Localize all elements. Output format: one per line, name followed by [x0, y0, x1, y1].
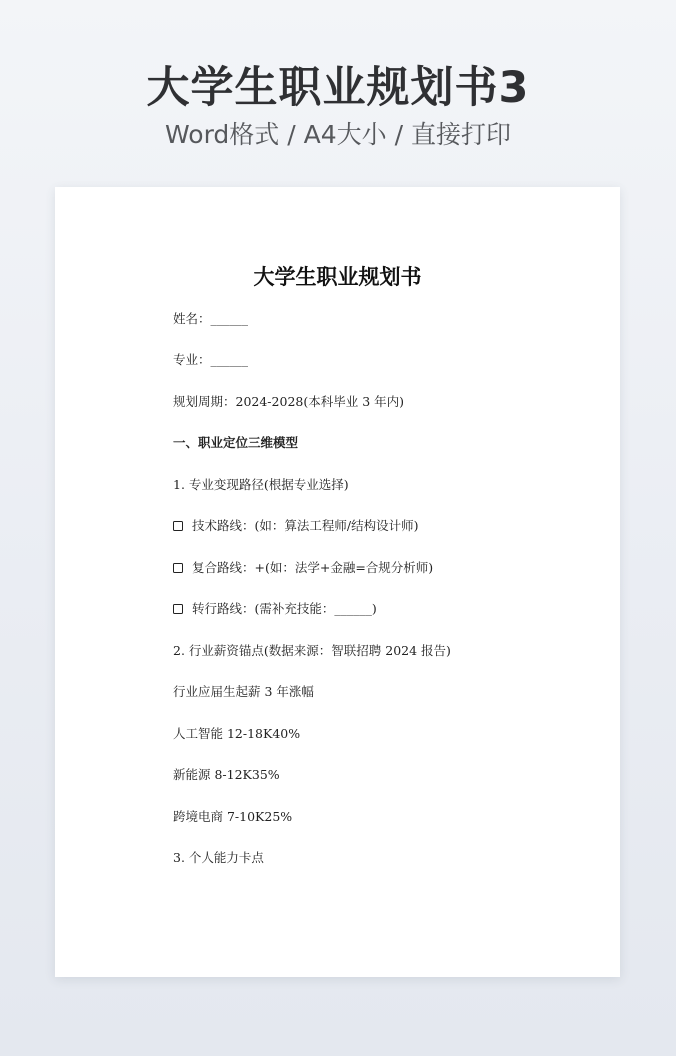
- salary-row: 人工智能 12-18K40%: [173, 726, 301, 741]
- banner-title: 大学生职业规划书3: [146, 63, 530, 113]
- checklist-item: [173, 560, 433, 575]
- checklist-item-label: 转行路线：(需补充技能：______): [192, 601, 377, 616]
- document-page: [55, 187, 620, 977]
- salary-row: 新能源 8-12K35%: [173, 767, 280, 782]
- subsection-heading: 1. 专业变现路径(根据专业选择): [173, 477, 349, 492]
- checkbox-icon: [173, 604, 183, 614]
- subsection-heading: 3. 个人能力卡点: [173, 850, 264, 865]
- checklist-item-label: 复合路线：+(如：法学+金融=合规分析师): [192, 560, 434, 575]
- plan-period: 规划周期：2024-2028(本科毕业 3 年内): [173, 394, 405, 409]
- checkbox-icon: [173, 563, 183, 573]
- section-heading: 一、职业定位三维模型: [173, 435, 299, 450]
- salary-table-header: 行业应届生起薪 3 年涨幅: [173, 684, 314, 699]
- checkbox-icon: [173, 521, 183, 531]
- checklist-item-label: 技术路线：(如：算法工程师/结构设计师): [192, 518, 419, 533]
- document-title: 大学生职业规划书: [253, 264, 422, 289]
- banner-subtitle: Word格式 / A4大小 / 直接打印: [165, 120, 511, 149]
- name-field: 姓名：______: [173, 311, 249, 326]
- salary-row: 跨境电商 7-10K25%: [173, 809, 293, 824]
- subsection-heading: 2. 行业薪资锚点(数据来源：智联招聘 2024 报告): [173, 643, 451, 658]
- checklist-item: [173, 518, 418, 533]
- checklist-item: [173, 601, 377, 616]
- major-field: 专业：______: [173, 352, 249, 367]
